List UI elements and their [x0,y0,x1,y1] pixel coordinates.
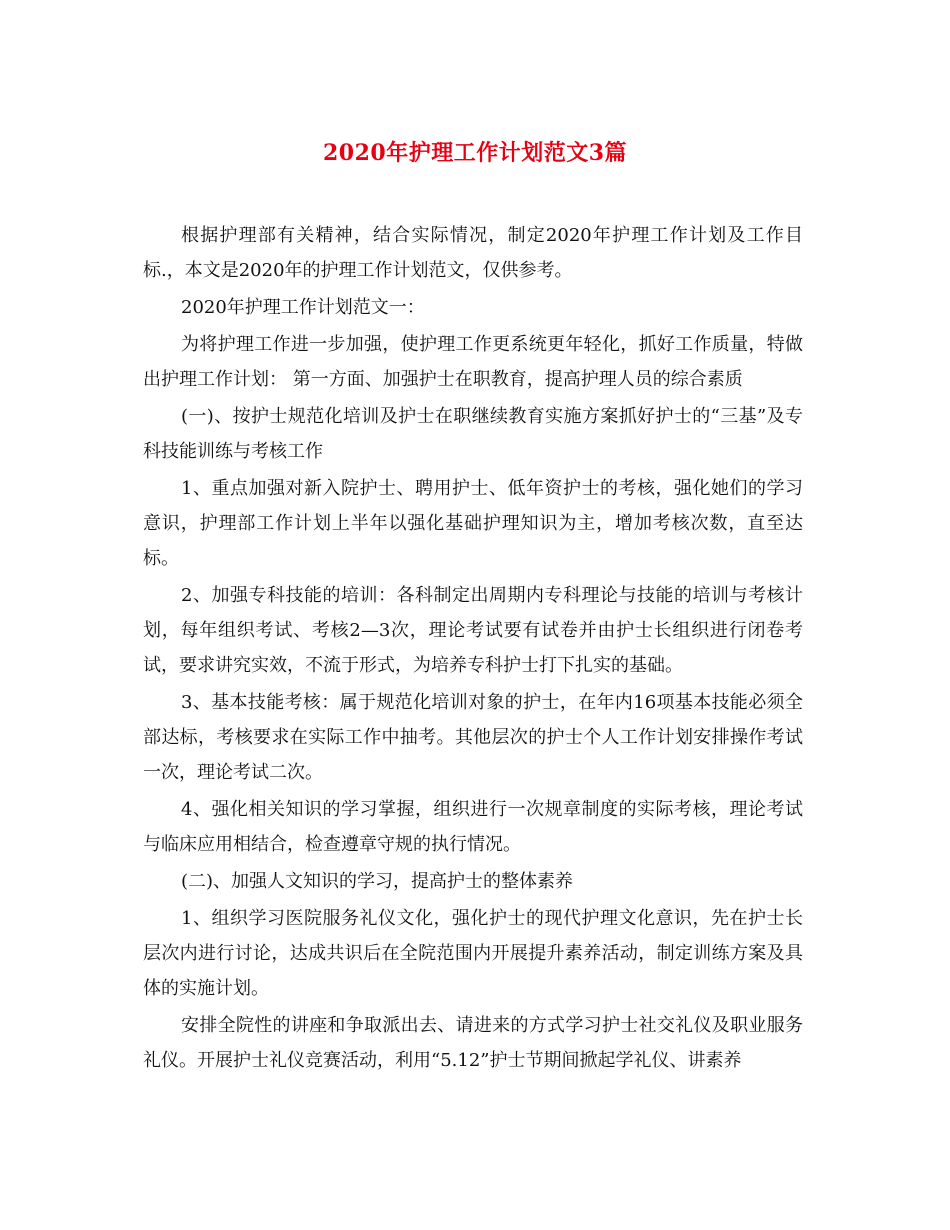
paragraph-item-2: 2、加强专科技能的培训：各科制定出周期内专科理论与技能的培训与考核计划，每年组织考试、考核2—3次，理论考试要有试卷并由护士长组织进行闭卷考试，要求讲究实效，不流于形式，为培养专科护士打下扎实的基础。 [143,585,803,676]
paragraph-item-3: 3、基本技能考核：属于规范化培训对象的护士，在年内16项基本技能必须全部达标，考核要求在实际工作中抽考。其他层次的护士个人工作计划安排操作考试一次，理论考试二次。 [143,692,803,783]
paragraph-item-6: 安排全院性的讲座和争取派出去、请进来的方式学习护士社交礼仪及职业服务礼仪。开展护士礼仪竞赛活动，利用“5.12”护士节期间掀起学礼仪、讲素养 [143,1015,803,1071]
paragraph-subsection-two: (二)、加强人文知识的学习，提高护士的整体素养 [181,871,574,892]
document-body [143,218,803,1080]
paragraph-purpose: 为将护理工作进一步加强，使护理工作更系统更年轻化，抓好工作质量，特做出护理工作计划： 第一方面、加强护士在职教育，提高护理人员的综合素质 [143,334,803,390]
paragraph-item-1: 1、重点加强对新入院护士、聘用护士、低年资护士的考核，强化她们的学习意识，护理部工作计划上半年以强化基础护理知识为主，增加考核次数，直至达标。 [143,478,803,569]
document-title: 2020年护理工作计划范文3篇 [322,140,628,166]
paragraph-intro: 根据护理部有关精神，结合实际情况，制定2020年护理工作计划及工作目标.，本文是2020年的护理工作计划范文，仅供参考。 [143,225,803,281]
paragraph-item-5: 1、组织学习医院服务礼仪文化，强化护士的现代护理文化意识，先在护士长层次内进行讨论，达成共识后在全院范围内开展提升素养活动，制定训练方案及具体的实施计划。 [143,908,803,999]
paragraph-item-4: 4、强化相关知识的学习掌握，组织进行一次规章制度的实际考核，理论考试与临床应用相结合，检查遵章守规的执行情况。 [143,799,803,855]
paragraph-subsection-one: (一)、按护士规范化培训及护士在职继续教育实施方案抓好护士的“三基”及专科技能训练与考核工作 [143,406,803,462]
paragraph-section-heading: 2020年护理工作计划范文一： [181,297,425,318]
